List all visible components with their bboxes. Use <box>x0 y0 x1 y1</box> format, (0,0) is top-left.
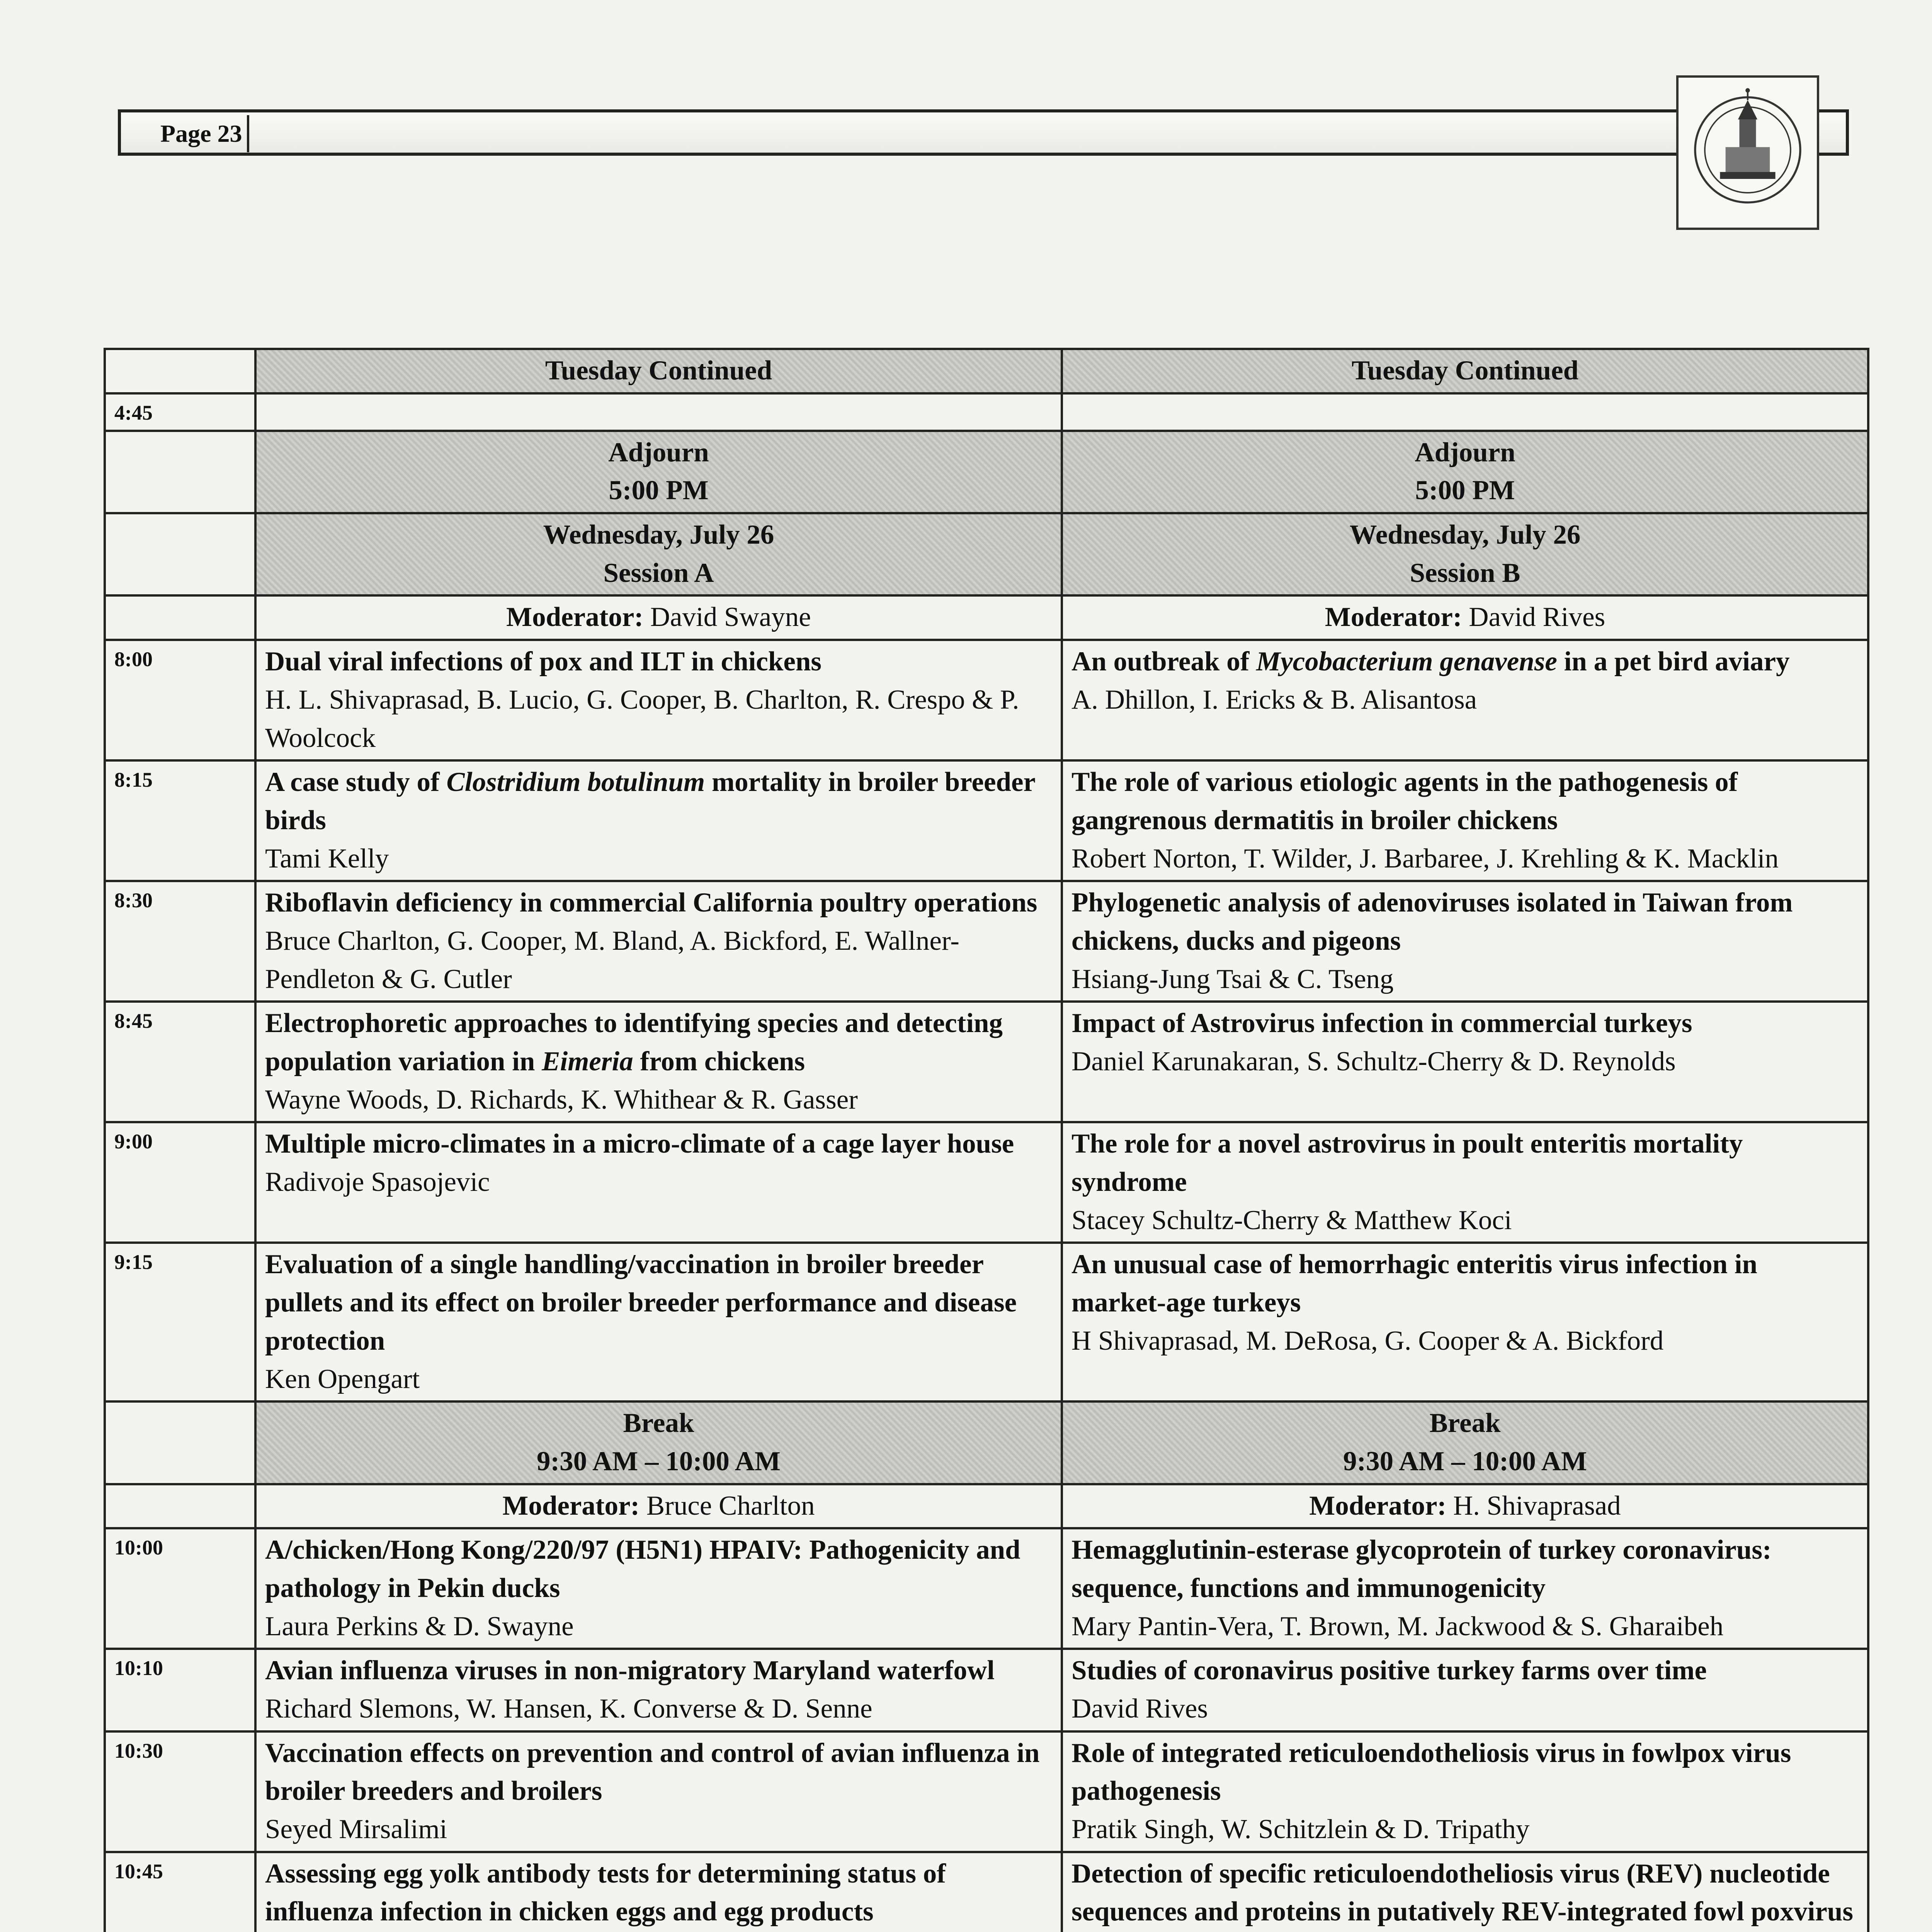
time-cell <box>105 595 255 640</box>
day-header-b <box>1062 513 1868 595</box>
column-a-header: Tuesday Continued <box>255 349 1062 393</box>
talk-title: The role for a novel astrovirus in poult enteritis mortality syndrome <box>1071 1129 1743 1197</box>
table-row <box>105 1002 1868 1122</box>
table-row <box>105 1731 1868 1852</box>
session-a-cell <box>255 640 1062 760</box>
time-row <box>105 393 1868 431</box>
talk-authors: Richard Slemons, W. Hansen, K. Converse & D. Senne <box>265 1694 872 1724</box>
day-title: Wednesday, July 26 <box>1349 520 1581 550</box>
time-cell: 10:00 <box>105 1528 255 1649</box>
moderator-row <box>105 595 1868 640</box>
column-b-header: Tuesday Continued <box>1062 349 1868 393</box>
talk-title: The role of various etiologic agents in the pathogenesis of gangrenous dermatitis in broiler chickens <box>1071 767 1738 835</box>
table-row <box>105 1528 1868 1649</box>
talk-title: An unusual case of hemorrhagic enteritis virus infection in market-age turkeys <box>1071 1249 1757 1318</box>
time-cell: 9:00 <box>105 1122 255 1243</box>
schedule-header-row <box>105 349 1868 393</box>
session-b-cell <box>1062 640 1868 760</box>
talk-title: Avian influenza viruses in non-migratory Maryland waterfowl <box>265 1655 995 1686</box>
talk-title: An outbreak of Mycobacterium genavense in a pet bird aviary <box>1071 646 1790 677</box>
session-b-cell <box>1062 1122 1868 1243</box>
moderator-name: David Swayne <box>650 602 811 633</box>
talk-title: Detection of specific reticuloendotheliosis virus (REV) nucleotide sequences and proteins in putatively REV-integrated fowl poxvirus <box>1071 1858 1853 1927</box>
time-cell <box>105 431 255 513</box>
day-title: Wednesday, July 26 <box>543 520 774 550</box>
break-label: Break <box>623 1408 694 1439</box>
session-a-cell <box>255 1528 1062 1649</box>
session-a-cell <box>255 881 1062 1002</box>
table-row <box>105 881 1868 1002</box>
time-cell: 4:45 <box>105 393 255 431</box>
moderator-a <box>255 1484 1062 1529</box>
adjourn-b <box>1062 431 1868 513</box>
talk-authors: Stacey Schultz-Cherry & Matthew Koci <box>1071 1205 1512 1235</box>
time-cell <box>105 513 255 595</box>
adjourn-label: Adjourn <box>608 437 709 468</box>
adjourn-a <box>255 431 1062 513</box>
moderator-row <box>105 1484 1868 1529</box>
talk-authors: Seyed Mirsalimi <box>265 1814 447 1845</box>
talk-title: Impact of Astrovirus infection in commercial turkeys <box>1071 1008 1692 1039</box>
talk-title: A case study of Clostridium botulinum mortality in broiler breeder birds <box>265 767 1035 835</box>
time-cell: 8:45 <box>105 1002 255 1122</box>
adjourn-label: Adjourn <box>1415 437 1515 468</box>
talk-title: Evaluation of a single handling/vaccination in broiler breeder pullets and its effect on broiler breeder performance and disease protection <box>265 1249 1017 1356</box>
schedule-table <box>104 348 1869 1932</box>
session-b-cell <box>1062 881 1868 1002</box>
session-b-cell <box>1062 1243 1868 1401</box>
day-header-row <box>105 513 1868 595</box>
page-header-bar <box>118 109 1849 156</box>
talk-title: Dual viral infections of pox and ILT in chickens <box>265 646 822 677</box>
session-b-cell <box>1062 1731 1868 1852</box>
break-b <box>1062 1401 1868 1484</box>
time-cell: 10:45 <box>105 1852 255 1932</box>
seal-graphic <box>1679 78 1817 228</box>
talk-authors: Bruce Charlton, G. Cooper, M. Bland, A. Bickford, E. Wallner-Pendleton & G. Cutler <box>265 925 959 994</box>
talk-title: Electrophoretic approaches to identifying species and detecting population variation in Eimeria from chickens <box>265 1008 1003 1077</box>
talk-authors: Robert Norton, T. Wilder, J. Barbaree, J. Krehling & K. Macklin <box>1071 843 1779 874</box>
session-a-cell <box>255 1852 1062 1932</box>
talk-authors: Radivoje Spasojevic <box>265 1167 490 1197</box>
day-header-a <box>255 513 1062 595</box>
table-row <box>105 1122 1868 1243</box>
session-b-cell <box>1062 760 1868 881</box>
talk-title: Phylogenetic analysis of adenoviruses isolated in Taiwan from chickens, ducks and pigeons <box>1071 888 1793 956</box>
time-cell: 10:30 <box>105 1731 255 1852</box>
break-a <box>255 1401 1062 1484</box>
moderator-name: H. Shivaprasad <box>1453 1490 1621 1521</box>
talk-authors: Mary Pantin-Vera, T. Brown, M. Jackwood & S. Gharaibeh <box>1071 1611 1724 1641</box>
adjourn-time: 5:00 PM <box>609 475 709 506</box>
session-title: Session A <box>603 558 714 588</box>
talk-authors: Wayne Woods, D. Richards, K. Whithear & R. Gasser <box>265 1084 858 1115</box>
session-a-cell <box>255 393 1062 431</box>
break-row <box>105 1401 1868 1484</box>
time-cell: 8:30 <box>105 881 255 1002</box>
break-label: Break <box>1429 1408 1501 1439</box>
talk-authors: H. L. Shivaprasad, B. Lucio, G. Cooper, B. Charlton, R. Crespo & P. Woolcock <box>265 684 1019 753</box>
session-a-cell <box>255 760 1062 881</box>
table-row <box>105 1243 1868 1401</box>
talk-authors: Tami Kelly <box>265 843 389 874</box>
moderator-a <box>255 595 1062 640</box>
talk-title: A/chicken/Hong Kong/220/97 (H5N1) HPAIV: Pathogenicity and pathology in Pekin ducks <box>265 1535 1020 1603</box>
moderator-label: Moderator: <box>1325 602 1462 633</box>
talk-authors: Hsiang-Jung Tsai & C. Tseng <box>1071 964 1394 994</box>
time-cell <box>105 1401 255 1484</box>
talk-authors: Daniel Karunakaran, S. Schultz-Cherry & D. Reynolds <box>1071 1046 1676 1077</box>
talk-title: Vaccination effects on prevention and control of avian influenza in broiler breeders and broilers <box>265 1738 1040 1806</box>
session-a-cell <box>255 1122 1062 1243</box>
session-b-cell <box>1062 1852 1868 1932</box>
time-cell: 8:15 <box>105 760 255 881</box>
time-cell <box>105 349 255 393</box>
time-cell: 8:00 <box>105 640 255 760</box>
moderator-label: Moderator: <box>1309 1490 1447 1521</box>
talk-authors: Laura Perkins & D. Swayne <box>265 1611 574 1641</box>
session-a-cell <box>255 1243 1062 1401</box>
session-title: Session B <box>1410 558 1520 588</box>
session-b-cell <box>1062 1649 1868 1731</box>
talk-title: Studies of coronavirus positive turkey farms over time <box>1071 1655 1707 1686</box>
talk-authors: Ken Opengart <box>265 1364 420 1394</box>
session-a-cell <box>255 1649 1062 1731</box>
talk-authors: Pratik Singh, W. Schitzlein & D. Tripathy <box>1071 1814 1530 1845</box>
moderator-label: Moderator: <box>502 1490 640 1521</box>
adjourn-time: 5:00 PM <box>1415 475 1515 506</box>
page-number: Page 23 <box>118 115 249 152</box>
table-row <box>105 1852 1868 1932</box>
talk-title: Role of integrated reticuloendotheliosis virus in fowlpox virus pathogenesis <box>1071 1738 1791 1806</box>
moderator-label: Moderator: <box>506 602 643 633</box>
moderator-name: David Rives <box>1469 602 1605 633</box>
session-b-cell <box>1062 393 1868 431</box>
time-cell: 10:10 <box>105 1649 255 1731</box>
adjourn-row <box>105 431 1868 513</box>
talk-authors: A. Dhillon, I. Ericks & B. Alisantosa <box>1071 684 1477 715</box>
talk-authors: David Rives <box>1071 1694 1208 1724</box>
time-cell: 9:15 <box>105 1243 255 1401</box>
talk-authors: H Shivaprasad, M. DeRosa, G. Cooper & A. Bickford <box>1071 1325 1664 1356</box>
break-time: 9:30 AM – 10:00 AM <box>536 1446 781 1476</box>
time-cell <box>105 1484 255 1529</box>
table-row <box>105 1649 1868 1731</box>
session-b-cell <box>1062 1002 1868 1122</box>
moderator-b <box>1062 595 1868 640</box>
session-a-cell <box>255 1002 1062 1122</box>
talk-title: Assessing egg yolk antibody tests for determining status of influenza infection in chicken eggs and egg products <box>265 1858 946 1927</box>
moderator-name: Bruce Charlton <box>646 1490 815 1521</box>
talk-title: Riboflavin deficiency in commercial California poultry operations <box>265 888 1037 918</box>
session-b-cell <box>1062 1528 1868 1649</box>
talk-title: Hemagglutinin-esterase glycoprotein of turkey coronavirus: sequence, functions and immunogenicity <box>1071 1535 1772 1603</box>
table-row <box>105 760 1868 881</box>
moderator-b <box>1062 1484 1868 1529</box>
table-row <box>105 640 1868 760</box>
talk-title: Multiple micro-climates in a micro-climate of a cage layer house <box>265 1129 1014 1159</box>
conference-seal-logo <box>1676 75 1819 230</box>
break-time: 9:30 AM – 10:00 AM <box>1343 1446 1587 1476</box>
session-a-cell <box>255 1731 1062 1852</box>
